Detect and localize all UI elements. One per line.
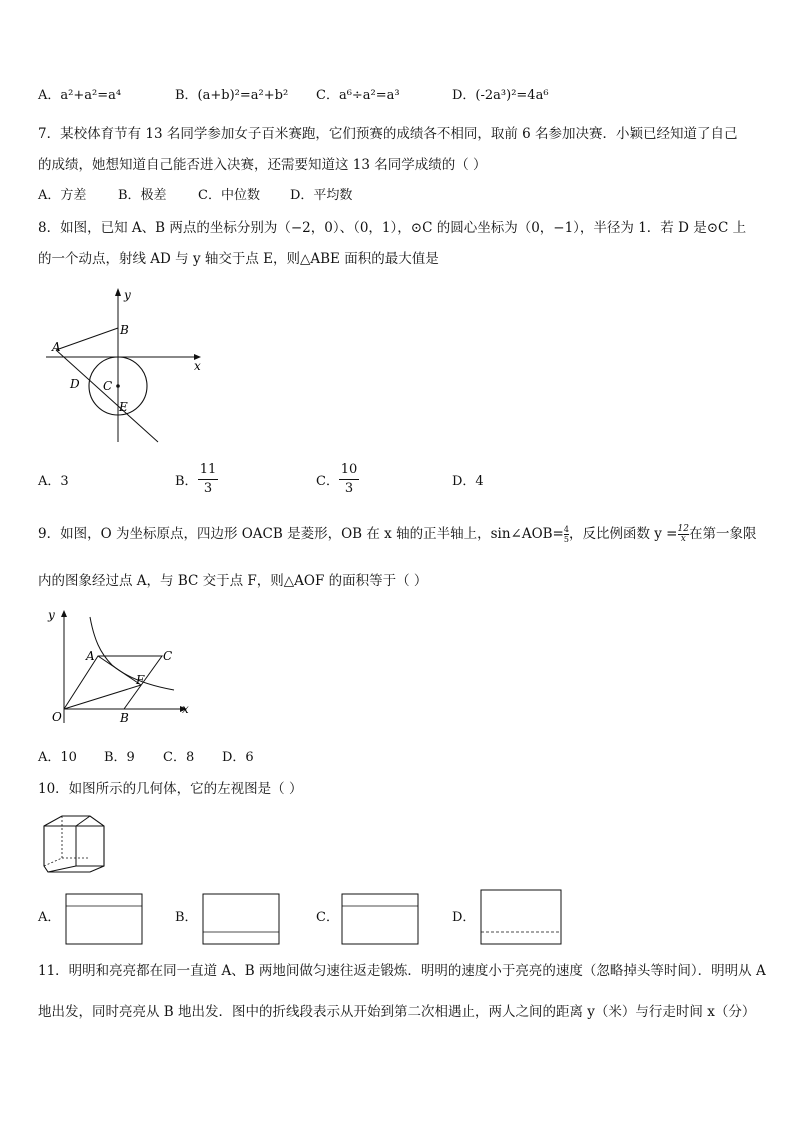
q9-label-y: y xyxy=(48,608,55,622)
q9-label-f: F xyxy=(136,673,145,687)
q8-label-y: y xyxy=(124,288,131,302)
q9-k-denominator: x xyxy=(678,534,689,544)
q7-option-b: B．极差 xyxy=(118,188,167,203)
q10-option-d-label: D． xyxy=(452,910,476,925)
q8-option-c-prefix: C． xyxy=(316,474,339,489)
q7-text-line1: 7．某校体育节有 13 名同学参加女子百米赛跑，它们预赛的成绩各不相同，取前 6 名参加决赛．小颖已经知道了自己 xyxy=(38,126,738,142)
q10-solid-outline xyxy=(44,816,104,872)
q10-solid-bottom-edge xyxy=(48,866,76,872)
q10-solid-ridge xyxy=(76,816,90,826)
q7-option-a: A．方差 xyxy=(38,188,87,203)
q9-option-c: C．8 xyxy=(163,750,195,765)
q9-label-b: B xyxy=(120,711,129,725)
q10-solid-hidden-edge-2 xyxy=(44,858,62,866)
q8-option-b-prefix: B． xyxy=(175,474,198,489)
q6-option-a: A．a²+a²=a⁴ xyxy=(38,88,122,103)
q10-solid-figure xyxy=(40,812,110,876)
q10-option-a-view xyxy=(64,892,144,948)
q10-option-c-label: C． xyxy=(316,910,339,925)
q8-figure xyxy=(36,284,216,449)
q7-option-c: C．中位数 xyxy=(198,188,260,203)
q8-segment-ab xyxy=(56,328,118,350)
q10-option-c-view xyxy=(340,892,420,948)
q9-text-part1: 9．如图，O 为坐标原点，四边形 OACB 是菱形，OB 在 x 轴的正半轴上，sin∠AOB= xyxy=(38,526,564,542)
q7-option-d: D．平均数 xyxy=(290,188,353,203)
q8-text-line2: 的一个动点，射线 AD 与 y 轴交于点 E，则△ABE 面积的最大值是 xyxy=(38,251,439,267)
q9-label-c: C xyxy=(163,649,173,663)
q9-text-line1 xyxy=(38,524,756,544)
q6-option-b: B．(a+b)²=a²+b² xyxy=(175,88,289,103)
q8-y-arrow xyxy=(115,288,121,296)
q8-option-d: D．4 xyxy=(452,474,484,489)
q10-option-d-view xyxy=(479,888,563,948)
q7-text-line2: 的成绩，她想知道自己能否进入决赛，还需要知道这 13 名同学成绩的（ ） xyxy=(38,157,487,173)
q8-label-e: E xyxy=(119,400,128,414)
q10-option-b-label: B． xyxy=(175,910,198,925)
q8-option-a: A．3 xyxy=(38,474,69,489)
q9-sin-numerator: 4 xyxy=(563,525,569,534)
q8-option-b-denominator: 3 xyxy=(203,481,213,496)
q10-option-b-view xyxy=(201,892,281,948)
q8-label-d: D xyxy=(70,377,80,391)
q8-center-point xyxy=(116,384,120,388)
q6-option-c: C．a⁶÷a²=a³ xyxy=(316,88,400,103)
q8-option-b-numerator: 11 xyxy=(199,462,217,477)
q9-text-line2: 内的图象经过点 A，与 BC 交于点 F，则△AOF 的面积等于（ ） xyxy=(38,573,428,589)
q9-option-b: B．9 xyxy=(104,750,135,765)
q11-text-line2: 地出发，同时亮亮从 B 地出发．图中的折线段表示从开始到第二次相遇止，两人之间的距离 y（米）与行走时间 x（分） xyxy=(38,1004,756,1020)
q8-label-c: C xyxy=(103,379,113,393)
q9-label-o: O xyxy=(52,710,62,724)
q11-text-line1: 11．明明和亮亮都在同一直道 A、B 两地间做匀速往返走锻炼．明明的速度小于亮亮的速度（忽略掉头等时间）．明明从 A xyxy=(38,963,766,979)
q8-option-c-fraction xyxy=(339,462,359,497)
q9-label-a: A xyxy=(86,649,95,663)
q8-label-b: B xyxy=(120,323,129,337)
q6-option-d: D．(-2a³)²=4a⁶ xyxy=(452,88,549,103)
q8-option-b-fraction xyxy=(198,462,218,497)
q9-option-a: A．10 xyxy=(38,750,77,765)
q9-sin-denominator: 5 xyxy=(563,535,569,544)
q9-k-fraction xyxy=(678,525,689,544)
q9-text-part3: 在第一象限 xyxy=(688,526,757,542)
q9-text-part2: ，反比例函数 y = xyxy=(568,526,678,542)
q9-segment-of xyxy=(64,685,141,709)
q9-option-d: D．6 xyxy=(222,750,254,765)
q8-ray-ad xyxy=(56,350,158,442)
q9-k-numerator: 12 xyxy=(677,524,689,534)
q10-option-a-label: A． xyxy=(38,910,61,925)
q9-label-x: x xyxy=(182,702,189,716)
q8-option-c-denominator: 3 xyxy=(344,481,354,496)
q9-figure xyxy=(42,605,202,730)
q8-option-c-numerator: 10 xyxy=(340,462,358,477)
q9-segment-af xyxy=(98,656,141,685)
q9-y-arrow xyxy=(61,610,67,617)
q8-label-a: A xyxy=(52,340,61,354)
q8-text-line1: 8．如图，已知 A、B 两点的坐标分别为（−2，0）、（0，1），⊙C 的圆心坐标为（0，−1），半径为 1．若 D 是⊙C 上 xyxy=(38,220,747,236)
q8-label-x: x xyxy=(194,359,201,373)
q10-text-line1: 10．如图所示的几何体，它的左视图是（ ） xyxy=(38,781,303,797)
q9-rhombus xyxy=(64,656,162,709)
